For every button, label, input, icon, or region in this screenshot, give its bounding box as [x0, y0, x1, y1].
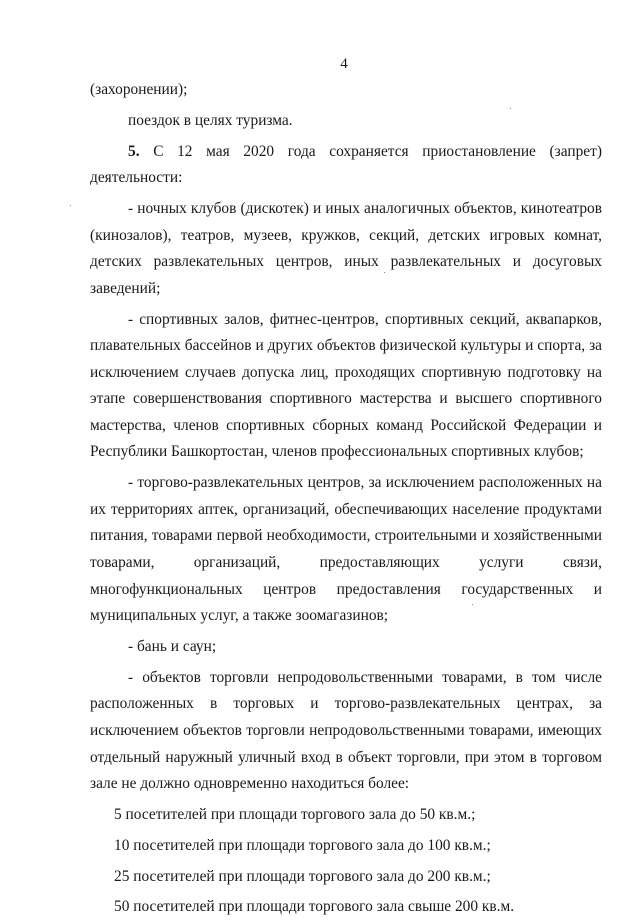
- scan-speck: [510, 108, 511, 109]
- paragraph-baths-saunas: - бань и саун;: [128, 638, 217, 655]
- document-body: [90, 77, 602, 921]
- paragraph-tourism-trips: поездок в целях туризма.: [128, 111, 293, 129]
- paragraph-shopping-centers: - торгово-развлекательных центров, за исключением расположенных на их территориях аптек, организаций, обеспечивающих население продуктами питания, товарами первой необходимости, строительными и хозяйственными товарами, организаций, предоставляющих услуги связи, многофункциональных центров предоставления государственных и муниципальных услуг, а также зоомагазинов;: [90, 474, 602, 625]
- paragraph-sports-facilities: - спортивных залов, фитнес-центров, спортивных секций, аквапарков, плавательных бассейнов и других объектов физической культуры и спорта, за исключением случаев допуска лиц, проходящих спортивную подготовку на этапе совершенствования спортивного мастерства и высшего спортивного мастерства, членов спортивных сборных команд Российской Федерации и Республики Башкортостан, членов профессиональных спортивных клубов;: [90, 310, 602, 461]
- paragraph-night-clubs: - ночных клубов (дискотек) и иных аналогичных объектов, кинотеатров (кинозалов), театров, музеев, кружков, секций, детских игровых комнат, детских развлекательных центров, иных развлекательных и досуговых заведений;: [90, 199, 602, 297]
- visitor-limit-line: 5 посетителей при площади торгового зала до 50 кв.м.;: [114, 805, 476, 823]
- paragraph-item-5: [90, 139, 602, 192]
- paragraph-non-food-retail: - объектов торговли непродовольственными товарами, в том числе расположенных в торговых и торгово-развлекательных центрах, за исключением объектов торговли непродовольственными товарами, имеющих отдельный наружный уличный вход в объект торговли, при этом в торговом зале не должно одновременно находиться более:: [90, 668, 602, 793]
- item-5-text: С 12 мая 2020 года сохраняется приостановление (запрет) деятельности:: [90, 142, 602, 187]
- scan-speck: [472, 604, 473, 605]
- item-number: 5.: [128, 142, 140, 160]
- scan-speck: [70, 205, 71, 206]
- visitor-limit-line: 25 посетителей при площади торгового зала до 200 кв.м.;: [114, 867, 491, 885]
- visitor-limit-line: 50 посетителей при площади торгового зала свыше 200 кв.м.: [114, 898, 515, 916]
- page-number: 4: [340, 56, 348, 72]
- visitor-limit-line: 10 посетителей при площади торгового зала до 100 кв.м.;: [114, 836, 491, 854]
- paragraph-burial-end: (захоронении);: [90, 81, 188, 98]
- scan-speck: [384, 272, 385, 273]
